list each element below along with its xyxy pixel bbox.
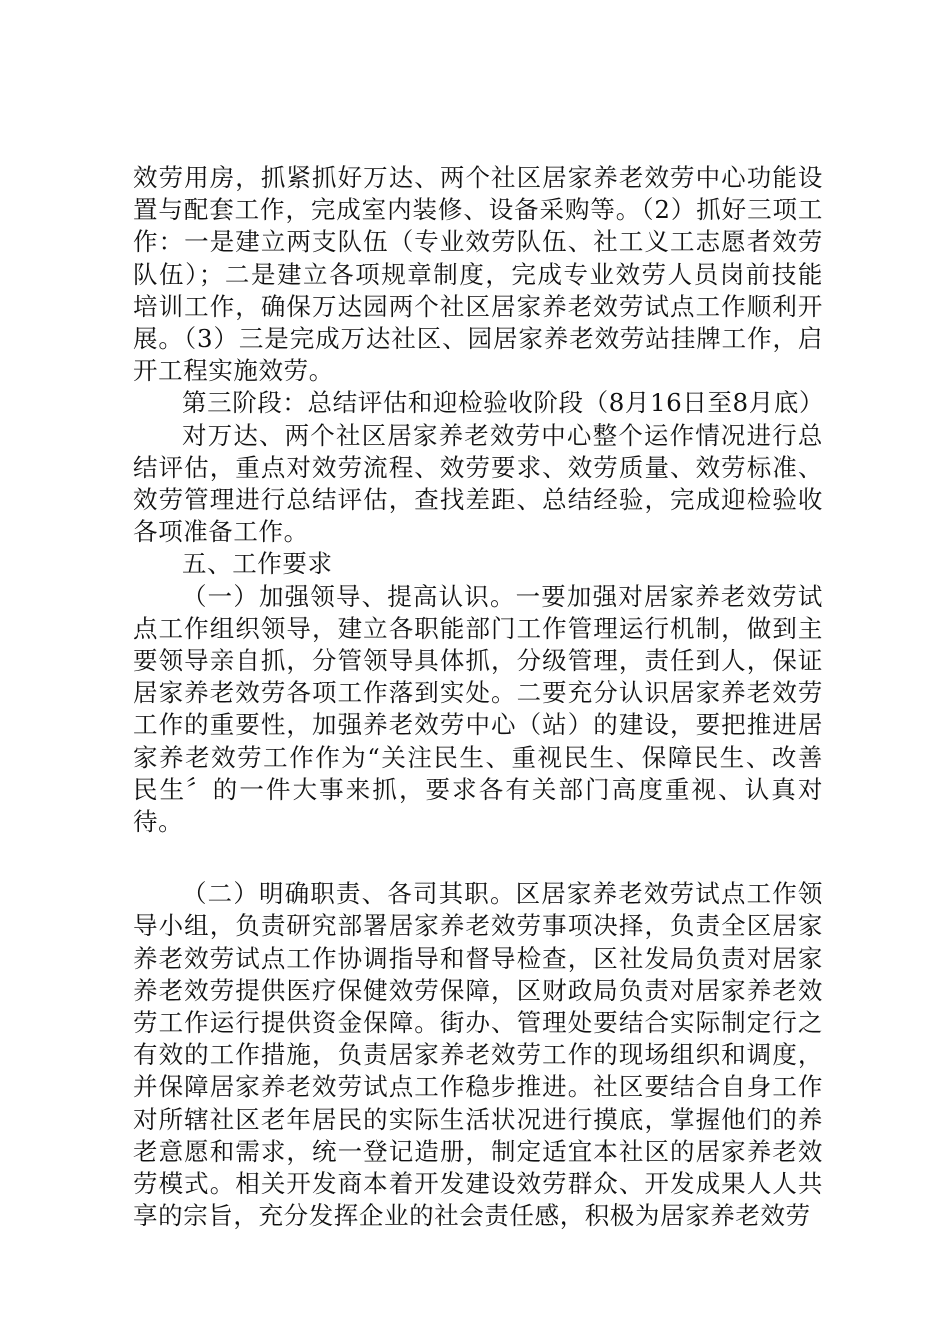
requirement-two-paragraph: （二）明确职责、各司其职。区居家养老效劳试点工作领导小组，负责研究部署居家养老效劳事项决择，负责全区居家养老效劳试点工作协调指导和督导检查，区社发局负责对居家养老效劳提供医疗保健效劳保障，区财政局负责对居家养老效劳工作运行提供资金保障。街办、管理处要结合实际制定行之有效的工作措施，负责居家养老效劳工作的现场组织和调度，并保障居家养老效劳试点工作稳步推进。社区要结合自身工作对所辖社区老年居民的实际生活状况进行摸底，掌握他们的养老意愿和需求，统一登记造册，制定适宜本社区的居家养老效劳模式。相关开发商本着开发建设效劳群众、开发成果人人共享的宗旨，充分发挥企业的社会责任感，积极为居家养老效劳 (133, 879, 823, 1231)
paragraph-continuation: 效劳用房，抓紧抓好万达、两个社区居家养老效劳中心功能设置与配套工作，完成室内装修、设备采购等。（2）抓好三项工作：一是建立两支队伍（专业效劳队伍、社工义工志愿者效劳队伍）；二是建立各项规章制度，完成专业效劳人员岗前技能培训工作，确保万达园两个社区居家养老效劳试点工作顺利开展。（3）三是完成万达社区、园居家养老效劳站挂牌工作，启开工程实施效劳。 (133, 163, 823, 386)
paragraph-gap (133, 838, 823, 878)
section-five-heading: 五、工作要求 (182, 549, 333, 579)
phase-three-description: 对万达、两个社区居家养老效劳中心整个运作情况进行总结评估，重点对效劳流程、效劳要求、效劳质量、效劳标准、效劳管理进行总结评估，查找差距、总结经验，完成迎检验收各项准备工作。 (133, 420, 823, 547)
phase-three-heading: 第三阶段：总结评估和迎检验收阶段（8月16日至8月底） (182, 388, 825, 418)
requirement-one-paragraph: （一）加强领导、提高认识。一要加强对居家养老效劳试点工作组织领导，建立各职能部门工作管理运行机制，做到主要领导亲自抓，分管领导具体抓，分级管理，责任到人，保证居家养老效劳各项工作落到实处。二要充分认识居家养老效劳工作的重要性，加强养老效劳中心（站）的建设，要把推进居家养老效劳工作作为“关注民生、重视民生、保障民生、改善民生〞的一件大事来抓，要求各有关部门高度重视、认真对待。 (133, 581, 823, 837)
document-body (133, 162, 823, 1233)
